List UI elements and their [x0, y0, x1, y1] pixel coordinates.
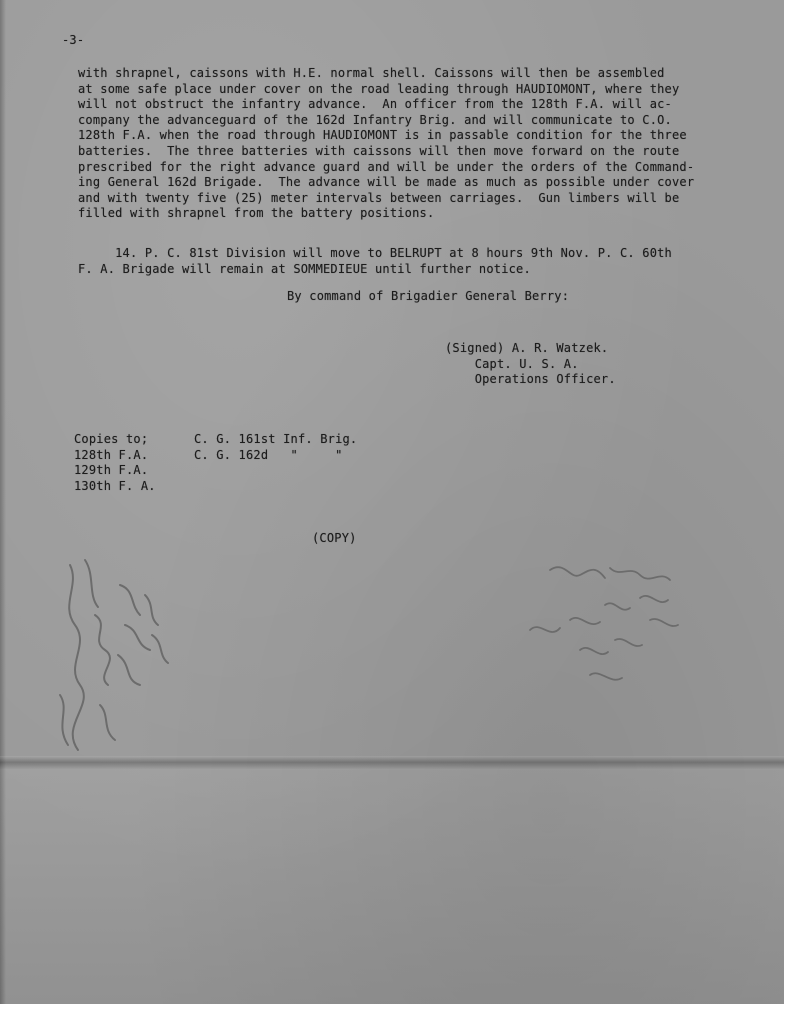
paragraph-line: company the advanceguard of the 162d Infantry Brig. and will communicate to C.O.: [78, 112, 672, 127]
handwritten-annotation-right: [510, 550, 700, 700]
page-number: -3-: [62, 33, 85, 47]
copies-entry: 129th F.A.: [74, 463, 149, 478]
paragraph-line: filled with shrapnel from the battery positions.: [78, 206, 435, 221]
signature-rank: Capt. U. S. A.: [474, 356, 579, 371]
copies-right-list: [194, 432, 357, 463]
paragraph-13: [78, 66, 694, 222]
paragraph-line: with shrapnel, caissons with H.E. normal shell. Caissons will then be assembled: [78, 66, 665, 80]
copies-label: Copies to;: [74, 432, 149, 446]
paragraph-line: batteries. The three batteries with caissons will then move forward on the route: [78, 143, 680, 158]
signature-title: Operations Officer.: [474, 372, 616, 387]
copies-left-list: [74, 432, 156, 494]
signature-name: (Signed) A. R. Watzek.: [445, 341, 609, 355]
paragraph-line: prescribed for the right advance guard and will be under the orders of the Command-: [78, 159, 695, 174]
page-fold-crease: [0, 756, 784, 770]
paragraph-line: will not obstruct the infantry advance. An officer from the 128th F.A. will ac-: [78, 97, 672, 112]
paragraph-line: F. A. Brigade will remain at SOMMEDIEUE until further notice.: [78, 261, 531, 276]
copies-entry: C. G. 162d " ": [194, 447, 343, 462]
handwritten-annotation-left: [40, 545, 180, 760]
page-lower-shading: [0, 770, 784, 1004]
signature-block: [445, 341, 616, 388]
paragraph-line: at some safe place under cover on the road leading through HAUDIOMONT, where they: [78, 81, 680, 96]
copies-entry: 128th F.A.: [74, 447, 149, 462]
paragraph-14: [78, 246, 672, 277]
copy-mark: (COPY): [312, 531, 357, 545]
paragraph-line: 128th F.A. when the road through HAUDIOMONT is in passable condition for the three: [78, 128, 687, 143]
copies-entry: C. G. 161st Inf. Brig.: [194, 432, 358, 446]
by-command-line: By command of Brigadier General Berry:: [287, 289, 570, 303]
copies-entry: 130th F. A.: [74, 478, 156, 493]
paragraph-line: 14. P. C. 81st Division will move to BELRUPT at 8 hours 9th Nov. P. C. 60th: [78, 246, 672, 260]
paragraph-line: ing General 162d Brigade. The advance will be made as much as possible under cover: [78, 175, 695, 190]
paragraph-line: and with twenty five (25) meter intervals between carriages. Gun limbers will be: [78, 190, 680, 205]
